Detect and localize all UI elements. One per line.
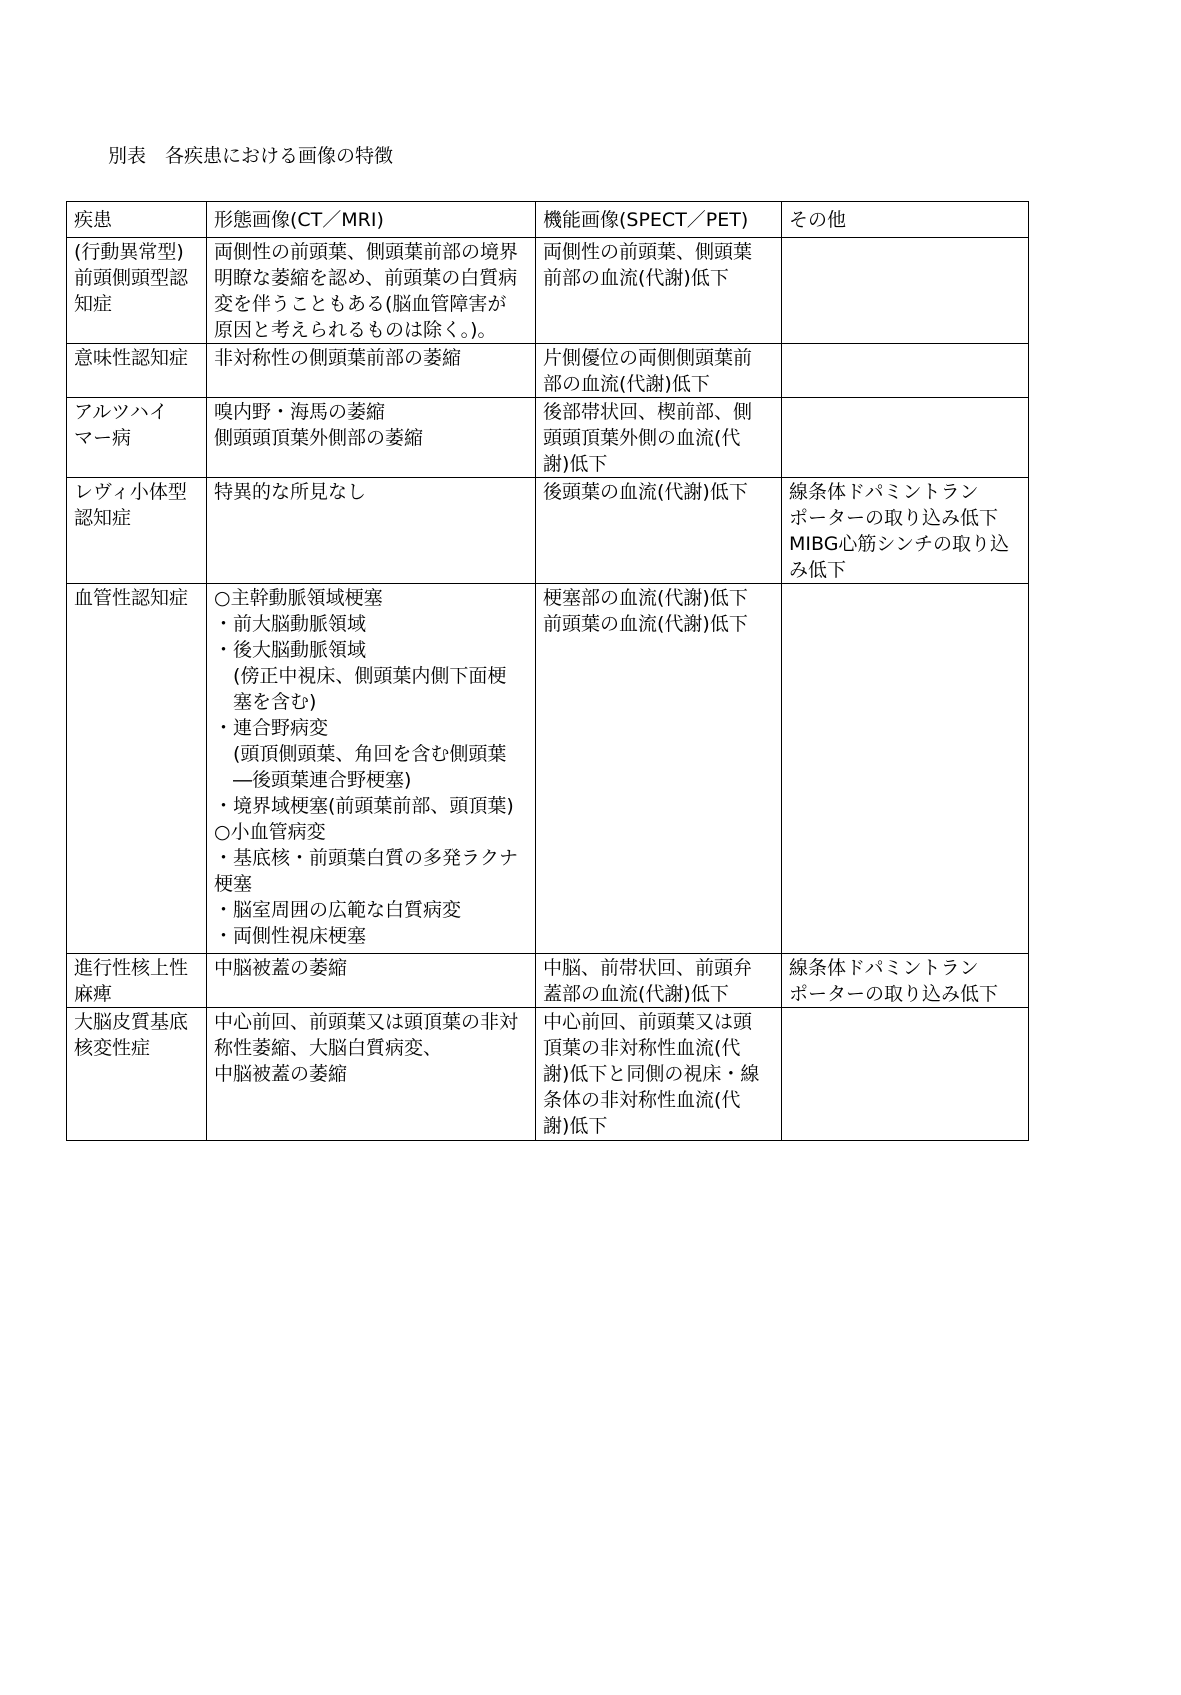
cell-text-line: 大脳皮質基底	[74, 1011, 189, 1033]
cell-text-line: 謝)低下	[543, 453, 608, 475]
morphological-cell	[207, 1008, 536, 1141]
cell-text-line: 両側性の前頭葉、側頭葉	[543, 241, 753, 263]
cell-text-line: 線条体ドパミントラン	[789, 957, 979, 979]
cell-text-line: ポーターの取り込み低下	[789, 983, 999, 1005]
cell-text-line: 前頭葉の血流(代謝)低下	[543, 613, 748, 635]
cell-text-line: ・後大脳動脈領域	[214, 639, 367, 661]
cell-text-line: 中心前回、前頭葉又は頭頂葉の非対	[214, 1011, 519, 1033]
cell-text-line: レヴィ小体型	[74, 481, 187, 503]
cell-text-line: 中脳被蓋の萎縮	[214, 1063, 348, 1085]
disease-cell	[67, 398, 207, 478]
header-functional-imaging: 機能画像(SPECT／PET)	[536, 202, 782, 238]
other-cell	[782, 954, 1029, 1008]
cell-text-line: 梗塞	[214, 873, 253, 895]
functional-cell	[536, 238, 782, 344]
table-row	[67, 584, 1029, 954]
header-row	[67, 202, 1029, 238]
header-other: その他	[782, 202, 1029, 238]
cell-text-line: 意味性認知症	[74, 347, 189, 369]
cell-text-line: ―後頭葉連合野梗塞)	[214, 769, 412, 791]
table-row	[67, 238, 1029, 344]
disease-cell	[67, 954, 207, 1008]
cell-text-line: 中心前回、前頭葉又は頭	[543, 1011, 753, 1033]
functional-cell	[536, 1008, 782, 1141]
cell-text-line: MIBG心筋シンチの取り込	[789, 533, 1009, 555]
functional-cell	[536, 344, 782, 398]
morphological-cell	[207, 478, 536, 584]
table-row	[67, 478, 1029, 584]
cell-text-line: 前部の血流(代謝)低下	[543, 267, 729, 289]
disease-cell	[67, 238, 207, 344]
cell-text-line: ・連合野病変	[214, 717, 329, 739]
cell-text-line: マー病	[74, 427, 132, 449]
cell-text-line: (行動異常型)	[74, 241, 184, 263]
cell-text-line: 謝)低下と同側の視床・線	[543, 1063, 760, 1085]
cell-text-line: 嗅内野・海馬の萎縮	[214, 401, 386, 423]
cell-text-line: ・脳室周囲の広範な白質病変	[214, 899, 462, 921]
other-cell	[782, 584, 1029, 954]
morphological-cell	[207, 238, 536, 344]
cell-text-line: ポーターの取り込み低下	[789, 507, 999, 529]
cell-text-line: 非対称性の側頭葉前部の萎縮	[214, 347, 462, 369]
table-row	[67, 398, 1029, 478]
cell-text-line: 特異的な所見なし	[214, 481, 367, 503]
cell-text-line: 後部帯状回、楔前部、側	[543, 401, 753, 423]
cell-text-line: 進行性核上性	[74, 957, 189, 979]
cell-text-line: 線条体ドパミントラン	[789, 481, 979, 503]
table-row	[67, 1008, 1029, 1141]
cell-text-line: 知症	[74, 293, 113, 315]
morphological-cell	[207, 344, 536, 398]
cell-text-line: 核変性症	[74, 1037, 151, 1059]
cell-text-line: ・基底核・前頭葉白質の多発ラクナ	[214, 847, 519, 869]
cell-text-line: (傍正中視床、側頭葉内側下面梗	[214, 665, 507, 687]
cell-text-line: 塞を含む)	[214, 691, 317, 713]
cell-text-line: 頭頭頂葉外側の血流(代	[543, 427, 741, 449]
cell-text-line: み低下	[789, 559, 847, 581]
cell-text-line: 明瞭な萎縮を認め、前頭葉の白質病	[214, 267, 518, 289]
other-cell	[782, 344, 1029, 398]
cell-text-line: 条体の非対称性血流(代	[543, 1089, 741, 1111]
cell-text-line: 頂葉の非対称性血流(代	[543, 1037, 741, 1059]
other-cell	[782, 478, 1029, 584]
cell-text-line: 謝)低下	[543, 1115, 608, 1137]
header-morphological-imaging: 形態画像(CT／MRI)	[207, 202, 536, 238]
cell-text-line: 片側優位の両側側頭葉前	[543, 347, 753, 369]
cell-text-line: 前頭側頭型認	[74, 267, 189, 289]
cell-text-line: ・境界域梗塞(前頭葉前部、頭頂葉)	[214, 795, 514, 817]
cell-text-line: 称性萎縮、大脳白質病変、	[214, 1037, 443, 1059]
disease-cell	[67, 478, 207, 584]
cell-text-line: 後頭葉の血流(代謝)低下	[543, 481, 748, 503]
cell-text-line: 中脳、前帯状回、前頭弁	[543, 957, 753, 979]
disease-cell	[67, 344, 207, 398]
document-title: 別表 各疾患における画像の特徴	[108, 145, 394, 167]
cell-text-line: 原因と考えられるものは除く。)。	[214, 319, 497, 341]
functional-cell	[536, 478, 782, 584]
header-disease: 疾患	[67, 202, 207, 238]
disease-cell	[67, 1008, 207, 1141]
cell-text-line: 中脳被蓋の萎縮	[214, 957, 348, 979]
cell-text-line: 認知症	[74, 507, 132, 529]
cell-text-line: 両側性の前頭葉、側頭葉前部の境界	[214, 241, 519, 263]
morphological-cell	[207, 954, 536, 1008]
imaging-features-table	[66, 201, 1029, 1141]
other-cell	[782, 1008, 1029, 1141]
cell-text-line: ・両側性視床梗塞	[214, 925, 367, 947]
disease-cell	[67, 584, 207, 954]
cell-text-line: 梗塞部の血流(代謝)低下	[543, 587, 748, 609]
cell-text-line: ○小血管病変	[214, 821, 326, 843]
functional-cell	[536, 954, 782, 1008]
other-cell	[782, 398, 1029, 478]
table-row	[67, 344, 1029, 398]
cell-text-line: 蓋部の血流(代謝)低下	[543, 983, 729, 1005]
cell-text-line: 側頭頭頂葉外側部の萎縮	[214, 427, 424, 449]
morphological-cell	[207, 584, 536, 954]
morphological-cell	[207, 398, 536, 478]
table-row	[67, 954, 1029, 1008]
cell-text-line: ○主幹動脈領域梗塞	[214, 587, 383, 609]
cell-text-line: ・前大脳動脈領域	[214, 613, 367, 635]
functional-cell	[536, 398, 782, 478]
cell-text-line: 血管性認知症	[74, 587, 189, 609]
table-body	[67, 238, 1029, 1141]
other-cell	[782, 238, 1029, 344]
cell-text-line: 部の血流(代謝)低下	[543, 373, 710, 395]
cell-text-line: アルツハイ	[74, 401, 168, 423]
cell-text-line: (頭頂側頭葉、角回を含む側頭葉	[214, 743, 507, 765]
functional-cell	[536, 584, 782, 954]
cell-text-line: 変を伴うこともある(脳血管障害が	[214, 293, 507, 315]
cell-text-line: 麻痺	[74, 983, 113, 1005]
